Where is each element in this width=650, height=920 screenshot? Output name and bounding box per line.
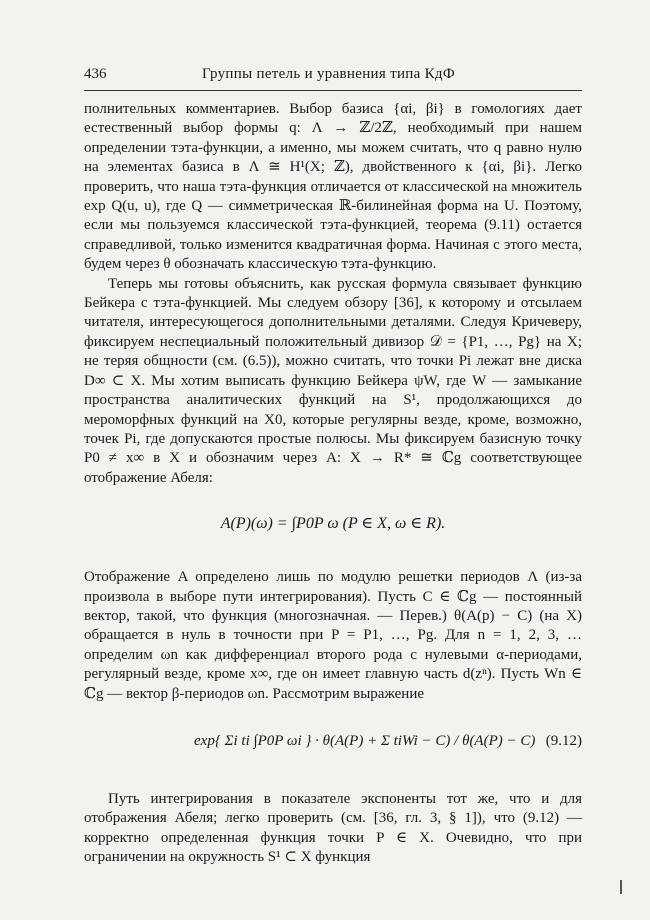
paragraph-1: полнительных комментариев. Выбор базиса {αi, βi} в гомологиях дает естественный выбор формы q: Λ → ℤ/2ℤ, необходимый при нашем определении тэта-функции, а именно, мы можем считать, что q равно нулю на элементах базиса в Λ ≅ H¹(X; ℤ), двойственного к {αi, βi}. Легко проверить, что наша тэта-функция отличается от классической на множитель exp Q(u, u), где Q — симметрическая ℝ-билинейная форма на U. Поэтому, если мы пользуемся классической тэта-функцией, теорема (9.11) остается справедливой, только изменится квадратичная форма. Начиная с этого места, будем через θ обозначать классическую тэта-функцию. [84,101,582,273]
equation-9-12 [84,714,582,776]
abel-map-formula-text: A(P)(ω) = ∫P0P ω (P ∈ X, ω ∈ R). [220,515,446,533]
margin-mark [620,880,622,894]
paragraph-2: Теперь мы готовы объяснить, как русская формула связывает функцию Бейкера с тэта-функцией. Мы следуем обзору [36], к которому и отсылаем читателя, интересующегося дополнительными деталями. Следуя Кричеверу, фиксируем неспециальный положительный дивизор 𝒟 = {P1, …, Pg} на X; не теряя общности (см. (6.5)), можно считать, что точки Pi лежат вне диска D∞ ⊂ X. Мы хотим выписать функцию Бейкера ψW, где W — замыкание пространства аналитических функций на S¹, продолжающихся до мероморфных функций на X0, которые регулярны везде, кроме, возможно, точек Pi, где допускаются простые полюсы. Мы фиксируем базисную точку P0 ≠ x∞ в X и обозначим через A: X → R* ≅ ℂg соответствующее отображение Абеля: [84,275,582,486]
page-body [84,100,582,868]
equation-9-12-body: exp{ Σi ti ∫P0P ωi } · θ(A(P) + Σ tiWi − C) / θ(A(P) − C) [194,732,536,749]
header-rule [84,90,582,91]
page-header [84,66,582,90]
running-title: Группы петель и уравнения типа КдФ [202,66,455,82]
equation-number: (9.12) [545,732,582,749]
page-number: 436 [84,66,107,82]
paragraph-3: Отображение A определено лишь по модулю решетки периодов Λ (из-за произвола в выборе пути интегрирования). Пусть C ∈ ℂg — постоянный вектор, такой, что функция (многозначная. — Перев.) θ(A(p) − C) (на X) обращается в нуль в точности при P = P1, …, Pg. Для n = 1, 2, 3, … определим ωn как дифференциал второго рода с нулевыми α-периодами, регулярный везде, кроме x∞, где он имеет главную часть d(zⁿ). Пусть Wn ∈ ℂg — вектор β-периодов ωn. Рассмотрим выражение [84,569,582,702]
abel-map-formula [84,500,582,552]
paragraph-4: Путь интегрирования в показателе экспоненты тот же, что и для отображения Абеля; легко проверить (см. [36, гл. 3, § 1]), что (9.12) — корректно определенная функция точки P ∈ X. Очевидно, что при ограничении на окружность S¹ ⊂ X функция [84,790,582,866]
